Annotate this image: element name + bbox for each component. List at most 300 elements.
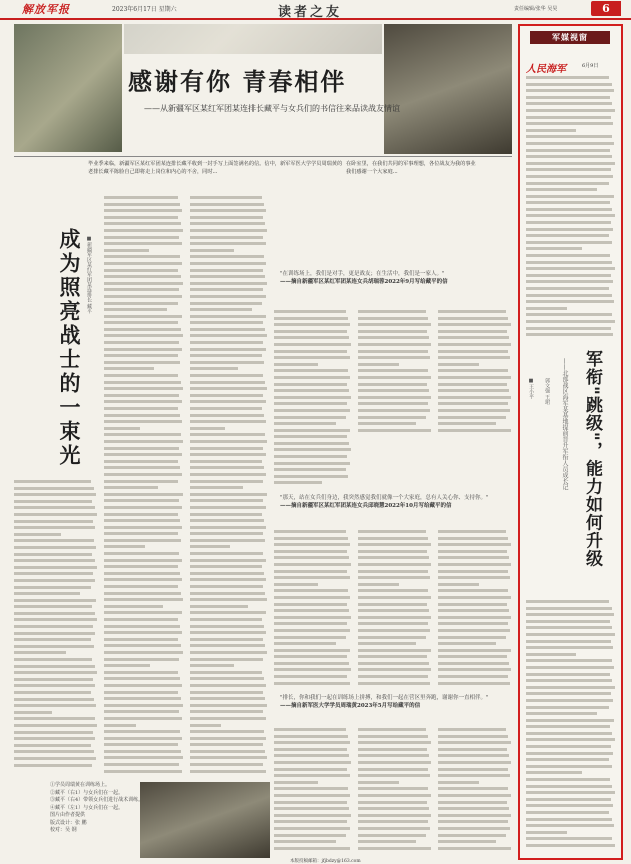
footer-note: 本版投稿邮箱：jfjbdzy@163.com	[290, 859, 361, 864]
photo-banner	[124, 24, 382, 54]
text-line	[438, 774, 512, 781]
text-line	[14, 764, 98, 770]
text-line	[104, 737, 184, 744]
text-line	[104, 321, 184, 328]
text-line	[274, 416, 352, 423]
text-line	[14, 651, 98, 658]
text-line	[104, 611, 184, 618]
text-line	[526, 686, 616, 693]
text-line	[104, 671, 184, 678]
text-line	[438, 754, 512, 761]
text-line	[526, 155, 616, 162]
text-line	[274, 603, 352, 610]
text-line	[526, 234, 616, 241]
text-line	[526, 692, 616, 699]
text-column	[358, 728, 432, 854]
caption-line: ②藏平（右1）与女兵们在一起。	[50, 789, 124, 796]
text-line	[190, 453, 268, 460]
text-line	[526, 824, 616, 831]
text-line	[104, 565, 184, 572]
text-line	[526, 778, 616, 785]
text-line	[438, 616, 512, 623]
text-line	[14, 638, 98, 645]
text-line	[104, 196, 184, 203]
text-line	[14, 612, 98, 619]
text-line	[526, 195, 616, 202]
text-line	[274, 442, 352, 449]
text-line	[274, 468, 352, 475]
text-column	[438, 530, 512, 690]
text-line	[526, 247, 616, 254]
text-line	[190, 691, 268, 698]
text-line	[190, 717, 268, 724]
text-line	[104, 203, 184, 210]
page-number: 6	[591, 1, 621, 16]
text-line	[14, 750, 98, 757]
text-line	[104, 216, 184, 223]
text-line	[14, 645, 98, 652]
text-line	[358, 668, 432, 675]
text-column	[274, 728, 352, 854]
text-line	[438, 310, 512, 317]
text-line	[14, 605, 98, 612]
text-line	[358, 801, 432, 808]
text-line	[274, 356, 352, 363]
text-line	[190, 236, 268, 243]
text-line	[104, 453, 184, 460]
text-line	[104, 691, 184, 698]
text-line	[190, 578, 268, 585]
text-line	[104, 229, 184, 236]
text-line	[526, 96, 616, 103]
text-line	[438, 409, 512, 416]
text-line	[190, 730, 268, 737]
text-line	[190, 321, 268, 328]
text-line	[274, 616, 352, 623]
text-line	[438, 787, 512, 794]
text-line	[274, 330, 352, 337]
text-line	[358, 402, 432, 409]
text-line	[526, 811, 616, 818]
text-line	[274, 781, 352, 788]
text-line	[526, 607, 616, 614]
text-line	[438, 748, 512, 755]
text-line	[190, 361, 268, 368]
text-line	[190, 196, 268, 203]
text-line	[274, 754, 352, 761]
text-line	[526, 719, 616, 726]
text-line	[274, 435, 352, 442]
text-line	[190, 249, 268, 256]
text-line	[358, 761, 432, 768]
text-line	[358, 570, 432, 577]
text-line	[438, 550, 512, 557]
quote-source: ——摘自新疆军区某红军团某连女兵胡瑞蓉2022年9月写给藏平的信	[280, 279, 448, 285]
text-line	[104, 315, 184, 322]
text-line	[190, 750, 268, 757]
text-line	[358, 609, 432, 616]
text-line	[104, 209, 184, 216]
text-line	[358, 556, 432, 563]
text-line	[104, 506, 184, 513]
text-line	[358, 794, 432, 801]
text-line	[526, 712, 616, 719]
text-line	[104, 394, 184, 401]
text-line	[358, 323, 432, 330]
text-line	[438, 609, 512, 616]
text-line	[526, 758, 616, 765]
text-line	[190, 440, 268, 447]
text-line	[358, 422, 432, 429]
text-line	[104, 262, 184, 269]
text-line	[274, 376, 352, 383]
text-line	[438, 317, 512, 324]
quote-text: "在训练场上，我们是对手，更是战友；在生活中，我们是一家人。"	[280, 271, 445, 277]
text-line	[104, 222, 184, 229]
text-line	[104, 427, 184, 434]
quote-text: "排长，你和我们一起在训练场上拼搏，和我们一起在营区里奔跑，谢谢你一直相伴。"	[280, 695, 489, 701]
text-line	[358, 847, 432, 854]
text-line	[190, 407, 268, 414]
text-line	[358, 543, 432, 550]
text-line	[190, 532, 268, 539]
text-line	[190, 282, 268, 289]
text-line	[104, 433, 184, 440]
text-line	[358, 827, 432, 834]
text-line	[190, 638, 268, 645]
text-line	[190, 552, 268, 559]
text-line	[526, 280, 616, 287]
text-line	[190, 493, 268, 500]
text-line	[438, 847, 512, 854]
text-line	[274, 642, 352, 649]
text-line	[104, 440, 184, 447]
text-line	[358, 603, 432, 610]
text-line	[104, 618, 184, 625]
text-line	[526, 844, 616, 851]
text-line	[104, 334, 184, 341]
text-line	[438, 576, 512, 583]
quote-block	[280, 494, 508, 510]
text-line	[190, 598, 268, 605]
text-line	[274, 563, 352, 570]
text-line	[358, 748, 432, 755]
text-line	[274, 820, 352, 827]
text-line	[14, 487, 98, 494]
text-line	[438, 570, 512, 577]
text-line	[104, 770, 184, 777]
editor-credit: 责任编辑/张华 吴昊	[514, 6, 558, 12]
text-line	[526, 659, 616, 666]
text-line	[526, 320, 616, 327]
text-line	[526, 175, 616, 182]
text-line	[438, 629, 512, 636]
text-line	[358, 649, 432, 656]
text-line	[190, 222, 268, 229]
article-title-vertical: 成为照亮战士的一束光	[57, 228, 81, 468]
text-line	[104, 730, 184, 737]
text-line	[526, 300, 616, 307]
text-line	[14, 553, 98, 560]
text-line	[104, 532, 184, 539]
subheadline: ——从新疆军区某红军团某连排长藏平与女兵们的书信往来品读战友情谊	[144, 104, 400, 113]
text-line	[14, 566, 98, 573]
text-line	[526, 620, 616, 627]
text-line	[526, 254, 616, 261]
text-line	[274, 396, 352, 403]
text-line	[104, 750, 184, 757]
text-line	[190, 341, 268, 348]
text-line	[14, 579, 98, 586]
text-line	[274, 748, 352, 755]
text-line	[14, 533, 98, 540]
text-line	[14, 757, 98, 764]
text-line	[274, 801, 352, 808]
text-line	[438, 402, 512, 409]
headline: 感谢有你 青春相伴	[128, 68, 347, 96]
caption-line: ③藏平（右4）带领女兵们进行战术训练。	[50, 797, 144, 803]
text-line	[104, 420, 184, 427]
text-line	[438, 530, 512, 537]
text-line	[104, 460, 184, 467]
text-line	[526, 182, 616, 189]
text-line	[526, 640, 616, 647]
text-line	[438, 827, 512, 834]
text-line	[190, 295, 268, 302]
text-line	[438, 649, 512, 656]
text-line	[526, 241, 616, 248]
text-line	[274, 675, 352, 682]
text-line	[104, 400, 184, 407]
text-line	[14, 572, 98, 579]
intro-text-right: 在卧室里，在我们共同的军事理想，各位战友为我的事业我们感谢一个大家庭...	[346, 161, 476, 175]
text-line	[274, 543, 352, 550]
text-line	[104, 677, 184, 684]
text-line	[438, 429, 512, 436]
text-line	[358, 389, 432, 396]
caption-line: ①学员周瑞黄在训练场上。	[50, 782, 111, 788]
text-line	[526, 738, 616, 745]
text-line	[526, 261, 616, 268]
text-column	[14, 480, 98, 770]
text-line	[526, 732, 616, 739]
text-line	[274, 530, 352, 537]
text-line	[438, 556, 512, 563]
text-line	[274, 429, 352, 436]
text-line	[438, 543, 512, 550]
text-line	[438, 622, 512, 629]
text-line	[190, 394, 268, 401]
text-line	[274, 310, 352, 317]
text-line	[104, 295, 184, 302]
text-line	[526, 752, 616, 759]
text-line	[14, 731, 98, 738]
text-line	[274, 827, 352, 834]
text-line	[190, 447, 268, 454]
article-byline: ■新疆军区某红军团某连排长 藏平	[86, 236, 92, 314]
text-line	[190, 743, 268, 750]
newspaper-logo: 解放军报	[22, 3, 70, 16]
text-line	[14, 618, 98, 625]
text-line	[104, 308, 184, 315]
text-line	[274, 622, 352, 629]
text-line	[274, 369, 352, 376]
text-line	[274, 741, 352, 748]
text-line	[526, 600, 616, 607]
text-line	[438, 814, 512, 821]
text-line	[190, 499, 268, 506]
text-line	[358, 369, 432, 376]
text-line	[274, 556, 352, 563]
text-line	[190, 756, 268, 763]
text-column	[358, 530, 432, 690]
text-line	[14, 539, 98, 546]
text-line	[190, 269, 268, 276]
text-line	[104, 697, 184, 704]
text-line	[190, 203, 268, 210]
text-line	[358, 429, 432, 436]
text-line	[190, 506, 268, 513]
text-line	[14, 684, 98, 691]
text-line	[526, 109, 616, 116]
text-line	[274, 336, 352, 343]
text-line	[274, 655, 352, 662]
text-line	[274, 323, 352, 330]
text-line	[274, 840, 352, 847]
text-line	[104, 717, 184, 724]
text-line	[14, 586, 98, 593]
text-line	[274, 350, 352, 357]
text-line	[14, 520, 98, 527]
text-line	[358, 642, 432, 649]
text-line	[190, 737, 268, 744]
text-line	[104, 493, 184, 500]
text-line	[14, 678, 98, 685]
issue-date: 2023年6月17日 星期六	[112, 6, 177, 13]
text-line	[274, 596, 352, 603]
text-line	[190, 677, 268, 684]
text-line	[526, 791, 616, 798]
text-line	[104, 513, 184, 520]
text-line	[438, 794, 512, 801]
text-line	[358, 363, 432, 370]
text-line	[526, 831, 616, 838]
text-line	[438, 801, 512, 808]
text-line	[104, 480, 184, 487]
text-line	[526, 294, 616, 301]
text-line	[526, 221, 616, 228]
text-line	[526, 613, 616, 620]
text-line	[358, 774, 432, 781]
text-line	[104, 288, 184, 295]
text-column	[274, 310, 352, 490]
text-line	[274, 481, 352, 488]
text-line	[438, 330, 512, 337]
text-line	[104, 756, 184, 763]
text-line	[526, 804, 616, 811]
text-line	[274, 682, 352, 689]
text-line	[104, 684, 184, 691]
text-line	[358, 343, 432, 350]
text-line	[274, 662, 352, 669]
text-line	[438, 376, 512, 383]
text-line	[104, 282, 184, 289]
text-line	[438, 583, 512, 590]
text-line	[14, 625, 98, 632]
text-line	[104, 414, 184, 421]
text-line	[358, 550, 432, 557]
text-line	[274, 448, 352, 455]
text-line	[358, 728, 432, 735]
text-line	[358, 596, 432, 603]
text-line	[190, 545, 268, 552]
quote-source: ——摘自新军医大学学员周瑞黄2023年5月写给藏平的信	[280, 703, 421, 709]
text-line	[190, 770, 268, 777]
text-line	[358, 840, 432, 847]
text-line	[438, 336, 512, 343]
text-line	[190, 209, 268, 216]
text-line	[190, 315, 268, 322]
text-line	[438, 768, 512, 775]
text-line	[526, 837, 616, 844]
text-line	[438, 662, 512, 669]
text-line	[526, 785, 616, 792]
text-line	[274, 735, 352, 742]
text-line	[104, 519, 184, 526]
text-line	[14, 744, 98, 751]
section-title: 读者之友	[278, 5, 343, 20]
text-line	[358, 814, 432, 821]
text-line	[358, 616, 432, 623]
sidebar-tag: 军媒视窗	[530, 31, 610, 44]
text-line	[14, 480, 98, 487]
text-line	[190, 658, 268, 665]
text-line	[190, 334, 268, 341]
text-line	[438, 655, 512, 662]
text-line	[14, 506, 98, 513]
quote-block	[280, 270, 508, 286]
sidebar-author: ■王小平	[528, 378, 534, 399]
text-line	[438, 363, 512, 370]
text-line	[526, 633, 616, 640]
text-line	[358, 629, 432, 636]
text-line	[14, 599, 98, 606]
text-line	[358, 655, 432, 662]
text-line	[274, 589, 352, 596]
text-line	[104, 269, 184, 276]
text-line	[526, 214, 616, 221]
text-line	[274, 636, 352, 643]
text-line	[14, 658, 98, 665]
text-line	[358, 741, 432, 748]
text-line	[190, 697, 268, 704]
text-line	[526, 313, 616, 320]
text-line	[104, 625, 184, 632]
quote-source: ——摘自新疆军区某红军团某连女兵邱晓慧2022年10月写给藏平的信	[280, 503, 452, 509]
text-line	[438, 537, 512, 544]
text-line	[526, 135, 616, 142]
text-line	[274, 475, 352, 482]
sidebar-subtitle: ——北部战区海军某基地提前晋升军衔人员成长记	[561, 358, 568, 490]
divider	[14, 156, 512, 157]
text-line	[526, 307, 616, 314]
text-line	[358, 768, 432, 775]
text-line	[14, 592, 98, 599]
text-line	[104, 328, 184, 335]
text-line	[104, 545, 184, 552]
text-line	[438, 735, 512, 742]
text-line	[104, 763, 184, 770]
